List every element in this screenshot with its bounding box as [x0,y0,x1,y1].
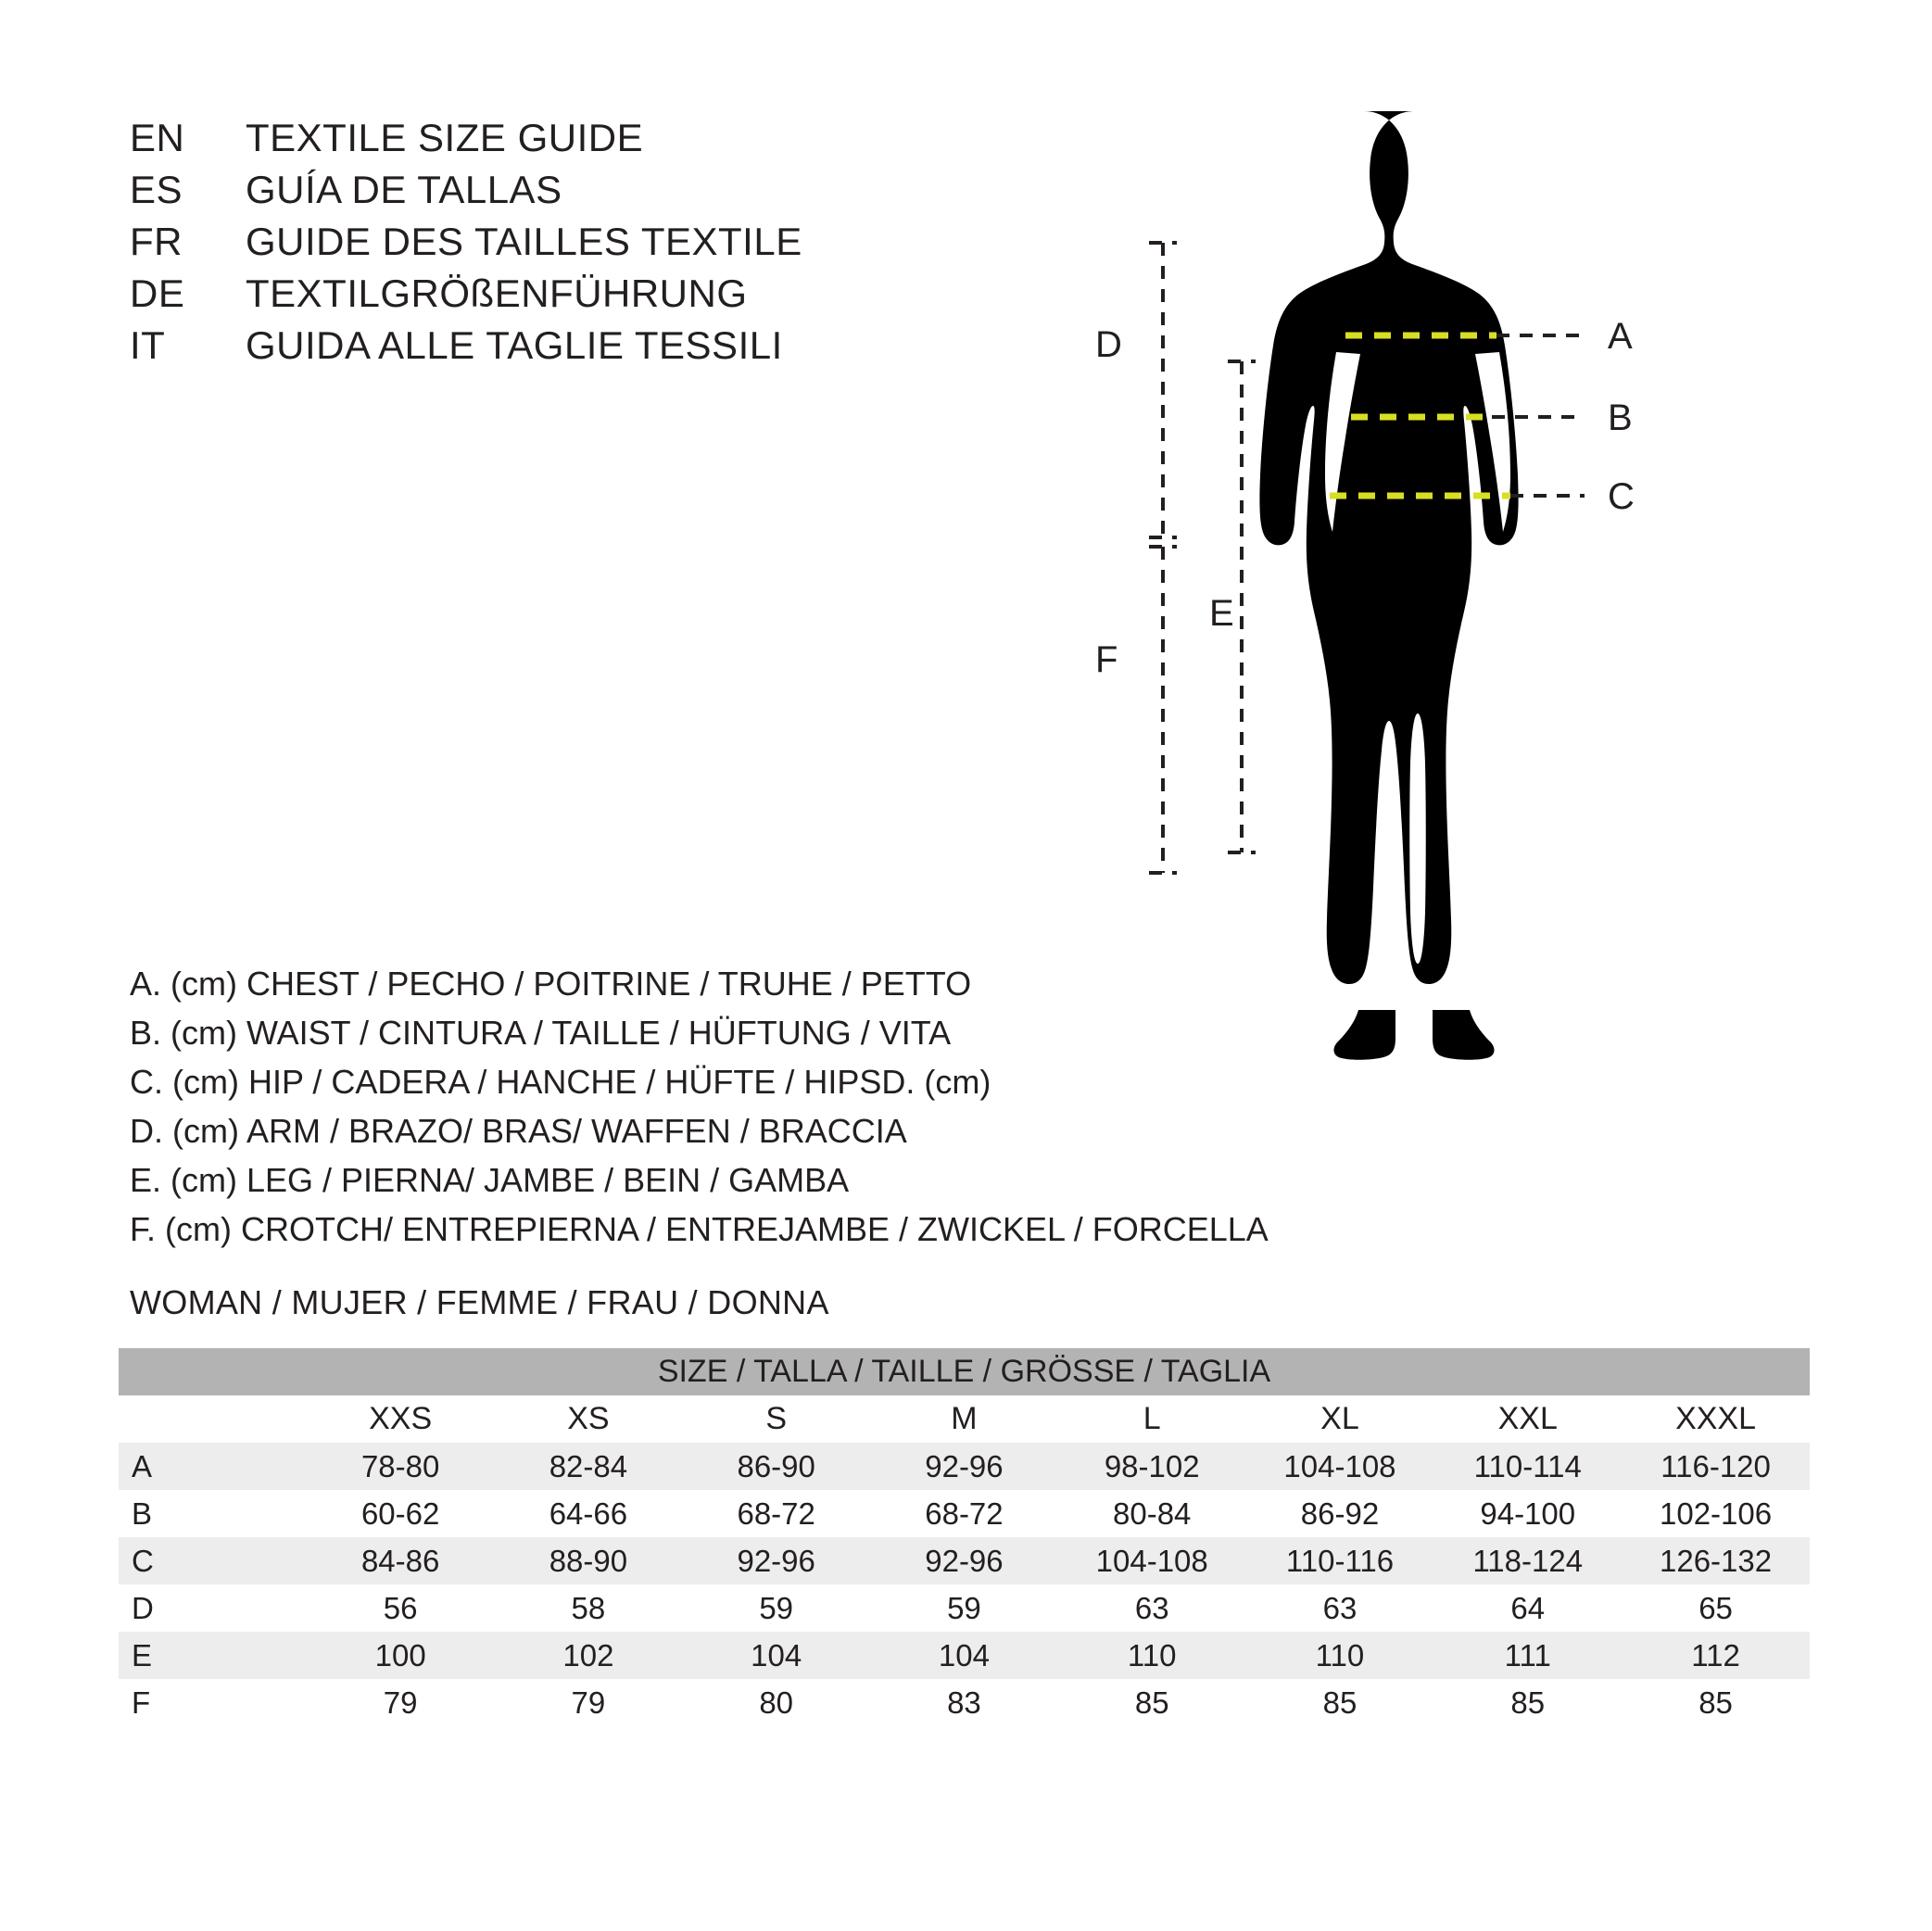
cell-c-s: 92-96 [682,1537,870,1584]
cell-c-l: 104-108 [1058,1537,1246,1584]
table-band-label: SIZE / TALLA / TAILLE / GRÖSSE / TAGLIA [119,1348,1810,1395]
row-label-b: B [119,1490,307,1537]
cell-f-xxs: 79 [307,1679,495,1726]
cell-e-xxl: 111 [1433,1632,1622,1679]
language-code-de: DE [130,271,185,315]
cell-b-xs: 64-66 [495,1490,683,1537]
cell-a-m: 92-96 [870,1443,1058,1490]
size-header-xxs: XXS [307,1395,495,1443]
cell-c-xs: 88-90 [495,1537,683,1584]
size-header-m: M [870,1395,1058,1443]
table-row [119,1679,1810,1726]
cell-e-xxxl: 112 [1622,1632,1810,1679]
cell-d-xxxl: 65 [1622,1584,1810,1632]
cell-e-s: 104 [682,1632,870,1679]
table-band-row [119,1348,1810,1395]
table-row [119,1490,1810,1537]
gender-label: WOMAN / MUJER / FEMME / FRAU / DONNA [130,1283,829,1321]
cell-f-xxxl: 85 [1622,1679,1810,1726]
cell-a-xxxl: 116-120 [1622,1443,1810,1490]
title-row-fr [130,220,964,271]
cell-b-xl: 86-92 [1246,1490,1434,1537]
cell-a-xl: 104-108 [1246,1443,1434,1490]
cell-c-xxxl: 126-132 [1622,1537,1810,1584]
size-header-xxxl: XXXL [1622,1395,1810,1443]
marker-label-c: C [1608,476,1635,517]
language-code-es: ES [130,168,183,211]
row-label-f: F [119,1679,307,1726]
cell-d-s: 59 [682,1584,870,1632]
size-header-xxl: XXL [1433,1395,1622,1443]
marker-label-a: A [1608,316,1633,357]
figure-area [1095,74,1900,1223]
cell-b-xxs: 60-62 [307,1490,495,1537]
cell-f-l: 85 [1058,1679,1246,1726]
table-row [119,1443,1810,1490]
table-row [119,1584,1810,1632]
title-row-de [130,271,964,323]
marker-label-d: D [1095,324,1122,365]
cell-a-l: 98-102 [1058,1443,1246,1490]
cell-b-s: 68-72 [682,1490,870,1537]
cell-a-xxl: 110-114 [1433,1443,1622,1490]
size-table-wrap [119,1348,1810,1726]
legend-item-d: D. (cm) ARM / BRAZO/ BRAS/ WAFFEN / BRACCIA [130,1112,907,1150]
cell-c-xl: 110-116 [1246,1537,1434,1584]
language-code-fr: FR [130,220,183,263]
cell-a-xs: 82-84 [495,1443,683,1490]
cell-e-xxs: 100 [307,1632,495,1679]
cell-b-l: 80-84 [1058,1490,1246,1537]
marker-label-e: E [1209,593,1234,634]
cell-e-xs: 102 [495,1632,683,1679]
cell-c-xxl: 118-124 [1433,1537,1622,1584]
bracket-d-icon [1149,243,1177,537]
row-label-d: D [119,1584,307,1632]
cell-c-xxs: 84-86 [307,1537,495,1584]
size-header-l: L [1058,1395,1246,1443]
marker-label-f: F [1095,639,1118,680]
cell-e-m: 104 [870,1632,1058,1679]
title-text-fr: GUIDE DES TAILLES TEXTILE [246,220,802,263]
legend-item-e: E. (cm) LEG / PIERNA/ JAMBE / BEIN / GAMBA [130,1161,850,1199]
size-header-xs: XS [495,1395,683,1443]
cell-a-s: 86-90 [682,1443,870,1490]
legend-item-f: F. (cm) CROTCH/ ENTREPIERNA / ENTREJAMBE / ZWICKEL / FORCELLA [130,1210,1269,1248]
legend-item-b: B. (cm) WAIST / CINTURA / TAILLE / HÜFTUNG / VITA [130,1014,952,1052]
cell-b-m: 68-72 [870,1490,1058,1537]
title-text-en: TEXTILE SIZE GUIDE [246,116,644,159]
cell-b-xxl: 94-100 [1433,1490,1622,1537]
row-label-c: C [119,1537,307,1584]
title-row-it [130,323,964,375]
row-label-e: E [119,1632,307,1679]
size-table [119,1348,1810,1726]
title-text-es: GUÍA DE TALLAS [246,168,562,211]
legend-item-a: A. (cm) CHEST / PECHO / POITRINE / TRUHE / PETTO [130,965,972,1003]
bracket-f-icon [1149,547,1177,873]
table-header-row [119,1395,1810,1443]
legend-item-c: C. (cm) HIP / CADERA / HANCHE / HÜFTE / HIPSD. (cm) [130,1063,991,1101]
title-row-en [130,116,964,168]
table-row [119,1537,1810,1584]
row-label-a: A [119,1443,307,1490]
cell-f-m: 83 [870,1679,1058,1726]
cell-d-xxs: 56 [307,1584,495,1632]
cell-d-xs: 58 [495,1584,683,1632]
cell-e-xl: 110 [1246,1632,1434,1679]
header-corner-cell [119,1395,307,1443]
title-block [130,116,964,375]
size-header-xl: XL [1246,1395,1434,1443]
table-row [119,1632,1810,1679]
size-header-s: S [682,1395,870,1443]
language-code-it: IT [130,323,166,367]
cell-d-xxl: 64 [1433,1584,1622,1632]
cell-d-xl: 63 [1246,1584,1434,1632]
female-silhouette-icon [1259,111,1518,1060]
title-text-it: GUIDA ALLE TAGLIE TESSILI [246,323,783,367]
language-code-en: EN [130,116,185,159]
cell-f-xl: 85 [1246,1679,1434,1726]
title-text-de: TEXTILGRÖßENFÜHRUNG [246,271,748,315]
cell-d-l: 63 [1058,1584,1246,1632]
cell-a-xxs: 78-80 [307,1443,495,1490]
cell-e-l: 110 [1058,1632,1246,1679]
cell-f-xxl: 85 [1433,1679,1622,1726]
marker-label-b: B [1608,398,1633,438]
cell-d-m: 59 [870,1584,1058,1632]
cell-f-xs: 79 [495,1679,683,1726]
cell-f-s: 80 [682,1679,870,1726]
cell-c-m: 92-96 [870,1537,1058,1584]
legend-block [130,959,1269,1254]
cell-b-xxxl: 102-106 [1622,1490,1810,1537]
title-row-es [130,168,964,220]
